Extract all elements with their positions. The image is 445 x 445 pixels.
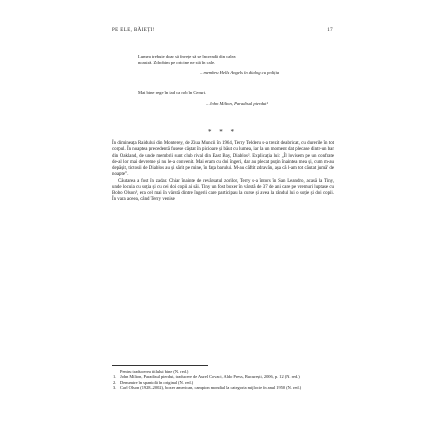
page-number: 17 bbox=[327, 28, 333, 33]
section-separator: * * * bbox=[208, 128, 237, 136]
paragraph-2: Căutarea a fost în zadar. Chiar înainte de revărsatul zorilor, Terry s-a întors în San Leandro, acasă la Tiny, unde locuia cu soția și cu cei doi copii ai săi. Tiny un fost boxer în vârstă de 37 de ani care pe vremuri luptase cu Bobo Olson³, era cel mai în vârstă dintre îngerii care participau la curse și avea la rândul lui o soție și doi copii. În vara aceea, când Terry venise bbox=[112, 178, 334, 203]
epigraph-2-line-1: Mai bine rege în iad ca rob în Ceruri. bbox=[138, 90, 207, 95]
footnote-3 bbox=[112, 385, 334, 390]
footnote-1-number: 1. bbox=[113, 374, 117, 380]
epigraph-1-attribution: – membru Hells Angels în dialog cu poliția bbox=[200, 70, 280, 75]
epigraph-2-attribution: – John Milton, Paradisul pierdut¹ bbox=[206, 101, 268, 106]
footnote-rule bbox=[112, 365, 208, 366]
footnote-3-number: 3. bbox=[113, 385, 117, 391]
running-head-title: PE ELE, BĂIEȚI! bbox=[112, 28, 155, 33]
epigraph-1-line-1: Lumea trebuie doar să învețe să se încreadă din calea bbox=[138, 54, 236, 59]
body-text bbox=[112, 141, 334, 204]
footnote-2-text: Denumire în spaniolă în original (N. red.) bbox=[120, 379, 194, 385]
epigraph-1-line-2: noastră. Zdrobim pe oricine ne stă în cale. bbox=[138, 60, 216, 65]
footnote-0-text: Pentru traducerea titlului bine (N. red.) bbox=[120, 369, 189, 374]
footnote-1-text: John Milton, Paradisul pierdut, traducere de Aurel Covaci, Aldo Press, București, 2006, p. 12 (N. red.) bbox=[120, 374, 300, 380]
running-head bbox=[112, 28, 333, 36]
paragraph-1: În dimineața Raidului din Monterey, de Ziua Muncii în 1964, Terry Telderu s-a trezit deabricat, cu durerile în tot corpul. În noaptea precedentă fusese câștat în picioare și băut cu lumea, iar la un moment dat plecase dintr-un bar din Oakland, de unde membrii sunt club rival din East Bay, Diablos². Explicația lui: „Îl lovisem pe un confrate de-al lor mai devreme și nu le-a convenit. Mai eram cu doi îngeri, dar au plecat puțin înaintea mea și, cum m-au depășit, tictosii de Diablos au și sărit pe mine, în fața barului. M-au căftit zdravăn, așa că l-am tot căutat jumă' de noapte”. bbox=[112, 141, 334, 178]
footnotes bbox=[112, 369, 334, 391]
footnote-3-text: Carl Olson (1928–2002), boxer american, campion mondial la categoria mijlocie în anul 1950 (N. red.) bbox=[120, 385, 302, 391]
footnote-2-number: 2. bbox=[113, 379, 117, 385]
